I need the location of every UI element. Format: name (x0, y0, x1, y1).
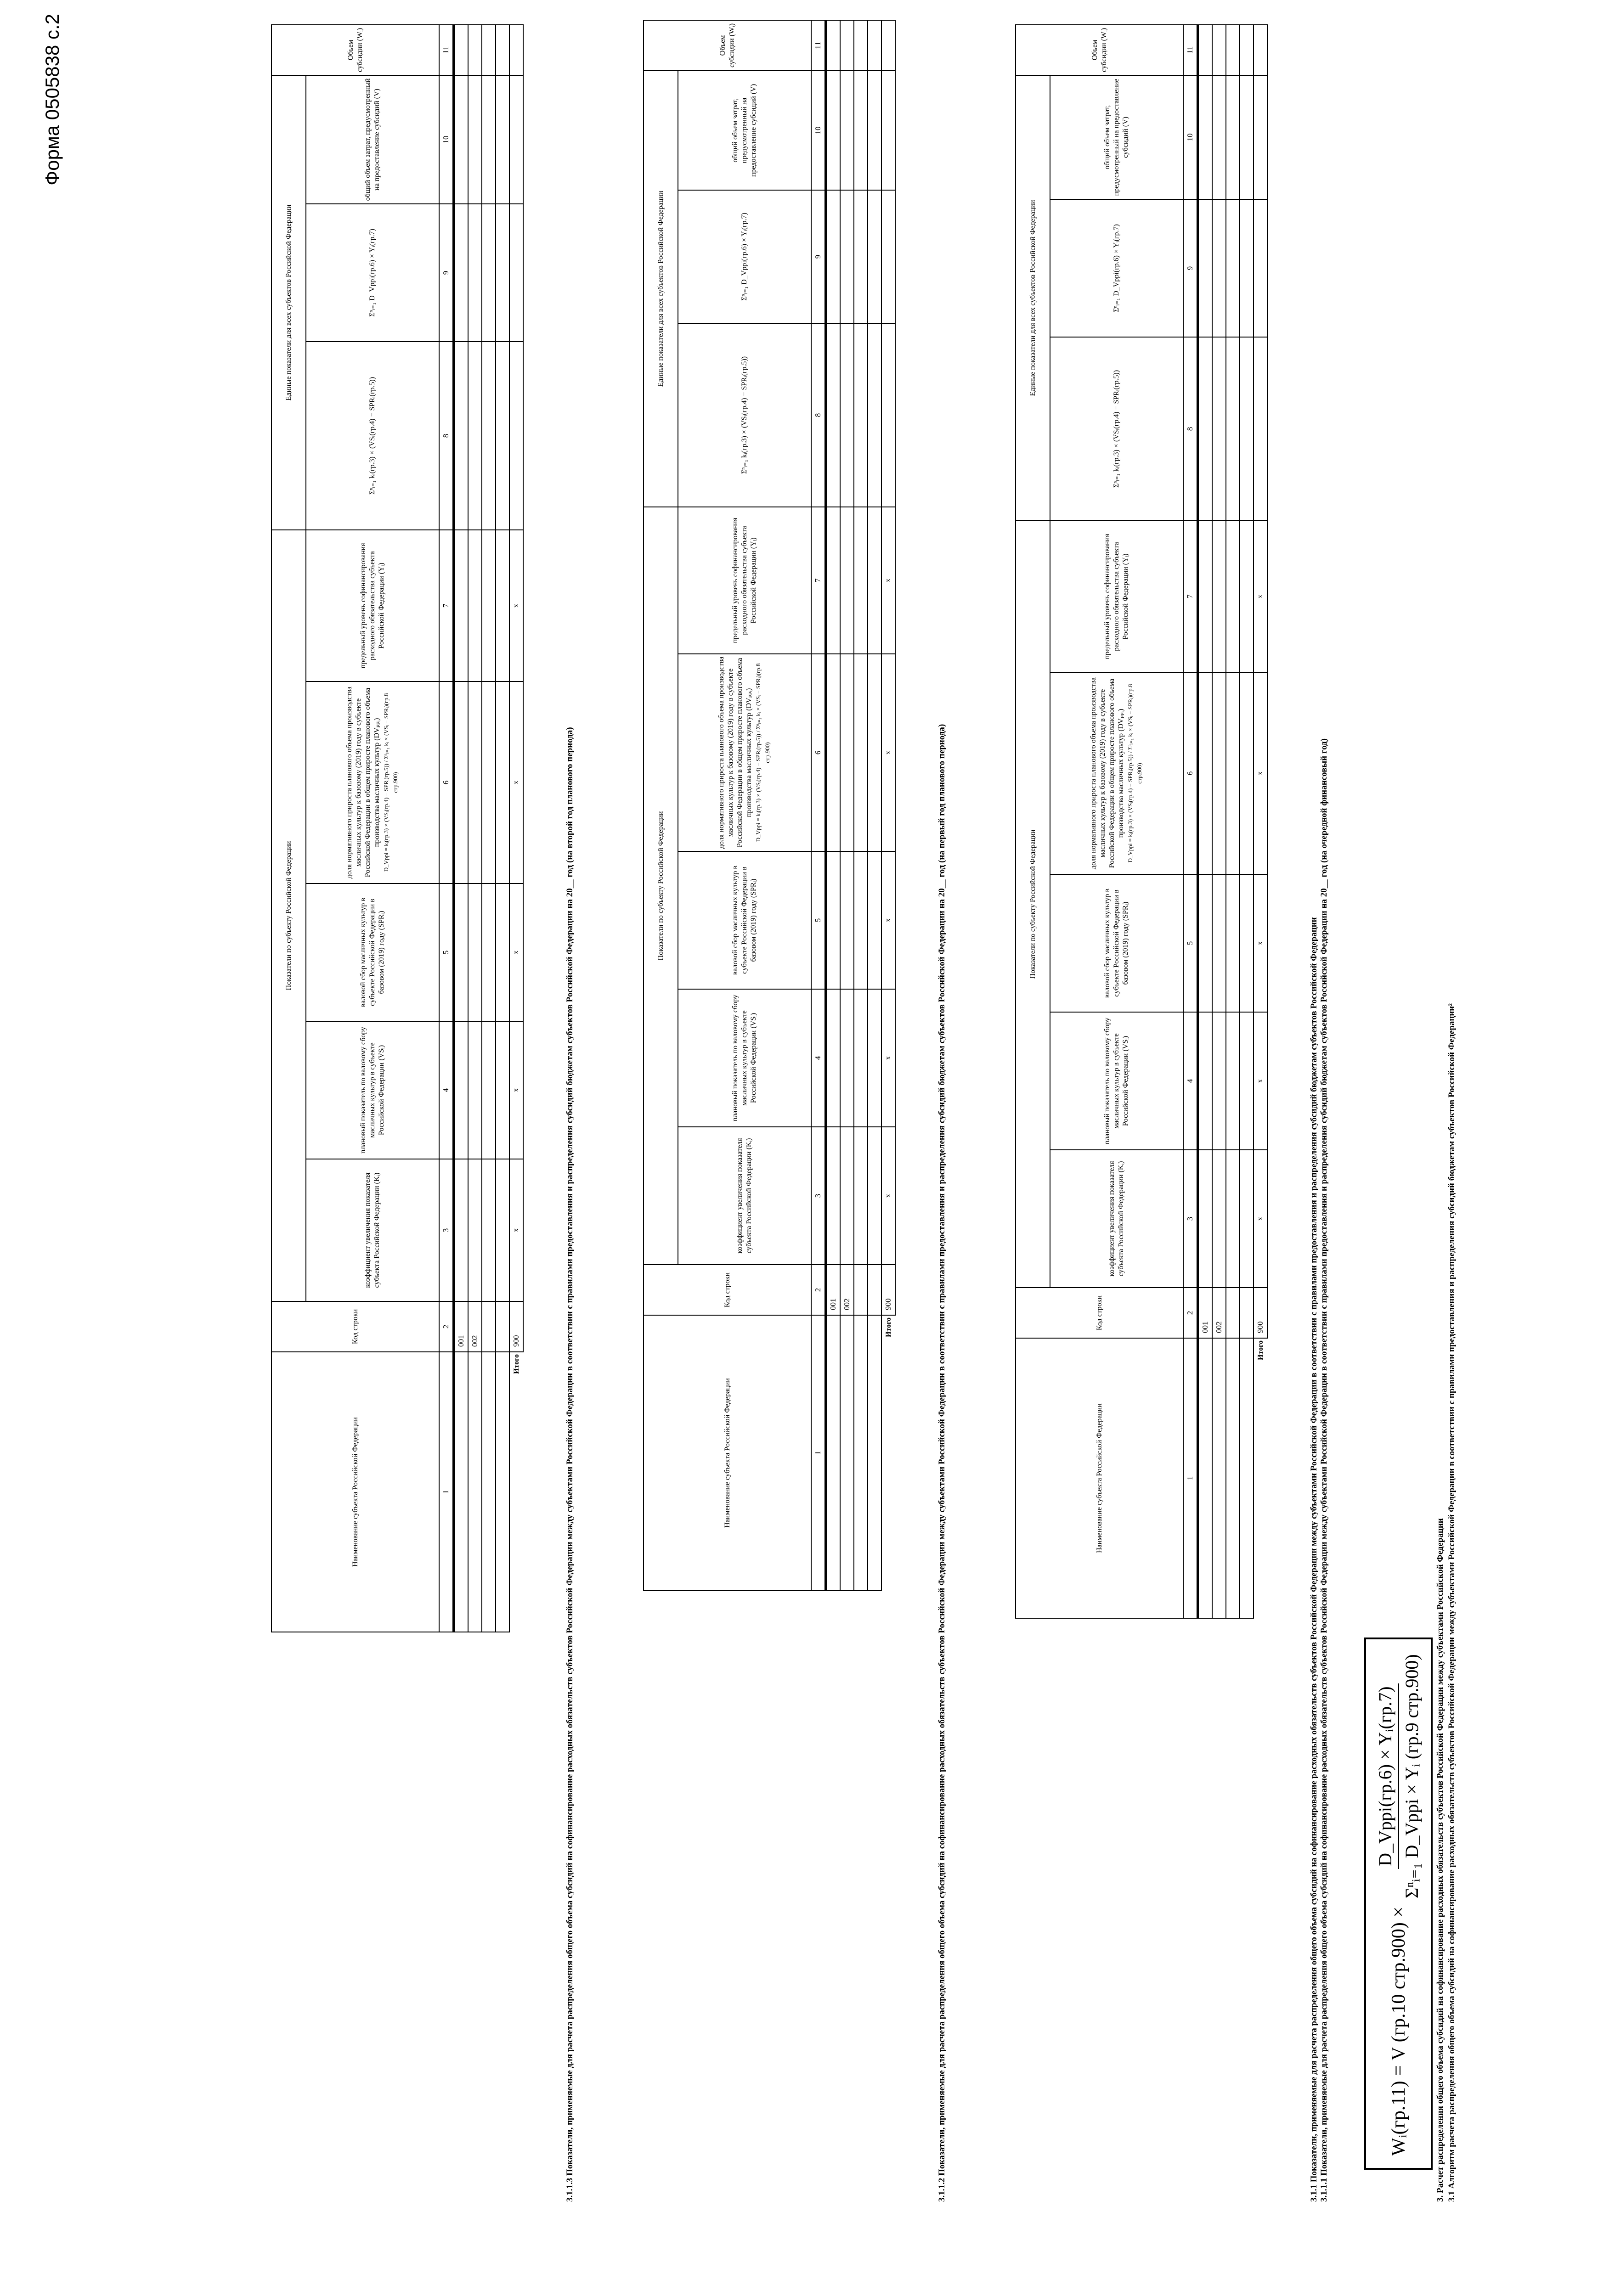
header-group-subject: Показатели по субъекту Российской Федерации (1016, 521, 1050, 1288)
total-row (1254, 25, 1267, 1618)
x-mark: x (1254, 1012, 1267, 1150)
x-mark: x (509, 884, 523, 1021)
col-number: 6 (811, 654, 826, 851)
distribution-formula (1364, 1638, 1433, 2170)
x-mark: x (509, 681, 523, 884)
formula-denominator: Σⁿᵢ₌₁ D_Vppi × Yᵢ (гр.9 стр.900) (1401, 1654, 1422, 1898)
table-row (496, 25, 509, 1632)
header-row-code: Код строки (271, 1301, 439, 1352)
total-label: Итого (884, 1317, 892, 1337)
header-group-common: Единые показатели для всех субъектов Российской Федерации (271, 75, 306, 530)
header-col-6 (678, 654, 811, 851)
x-mark: x (1254, 874, 1267, 1012)
x-mark: x (881, 851, 895, 989)
x-mark: x (1254, 521, 1267, 672)
form-number: Форма 0505838 с.2 (41, 14, 63, 186)
heading-section-3-1-1-2: 3.1.1.2 Показатели, применяемые для расчета распределения общего объема субсидий на софинансирование расходных обязательств субъектов Российской Федерации между субъектами Российской Федерации в соответствии с правилами предоставления и распределения субсидий бюджетам субъектов Российской Федерации на 20__ год (на первый год планового периода) (937, 724, 947, 2202)
header-col-11: Объем субсидии (Wᵢ) (271, 25, 439, 75)
col-number: 10 (811, 71, 826, 190)
row-code: 001 (1198, 1288, 1213, 1338)
col-number: 7 (811, 507, 826, 654)
total-label: Итого (512, 1354, 520, 1374)
header-group-subject: Показатели по субъекту Российской Федерации (271, 530, 306, 1301)
header-group-common: Единые показатели для всех субъектов Российской Федерации (1016, 75, 1050, 521)
table-row (468, 25, 482, 1632)
col-6-formula: D_Vppi = kᵢ(гр.3) × (VSᵢ(гр.4) − SPRᵢ(гр.5)) / Σⁿᵢ₌₁ kᵢ × (VSᵢ − SPRᵢ)(гр.8 стр.900) (755, 663, 771, 842)
header-col-5: валовой сбор масличных культур в субъекте Российской Федерации в базовом (2019) году (SPRᵢ) (678, 851, 811, 989)
col-number: 6 (1183, 672, 1198, 874)
col-number: 6 (439, 681, 454, 884)
header-col-10: общий объем затрат, предусмотренный на предоставление субсидий (V) (678, 71, 811, 190)
formula-lhs: Wᵢ(гр.11) = V (гр.10 стр.900) × (1388, 1906, 1409, 2156)
col-number: 3 (1183, 1150, 1198, 1288)
col-number: 10 (439, 75, 454, 204)
x-mark: x (1254, 672, 1267, 874)
header-subject-name: Наименование субъекта Российской Федерации (644, 1315, 811, 1591)
col-number: 2 (811, 1265, 826, 1315)
header-col-9: Σⁿᵢ₌₁ D_Vppi(гр.6) × Yᵢ(гр.7) (1050, 199, 1183, 337)
row-code: 002 (840, 1265, 854, 1315)
indicators-table-1 (1015, 24, 1268, 1619)
x-mark: x (509, 530, 523, 681)
header-col-8: Σⁿᵢ₌₁ kᵢ(гр.3) × (VSᵢ(гр.4) − SPRᵢ(гр.5)) (678, 323, 811, 507)
row-code: 001 (826, 1265, 841, 1315)
total-label: Итого (1256, 1340, 1265, 1360)
col-6-text: доля нормативного прироста планового объема производства масличных культур к базовому (2019) году в субъекте Российской Федерации в общем приросте планового объема производства масличных культур (DVₚₚᵢ) (717, 656, 753, 849)
col-number: 7 (1183, 521, 1198, 672)
formula-numerator: D_Vppi(гр.6) × Yᵢ(гр.7) (1374, 1683, 1399, 1868)
header-col-10: общий объем затрат, предусмотренный на предоставление субсидий (V) (1050, 75, 1183, 199)
header-col-8: Σⁿᵢ₌₁ kᵢ(гр.3) × (VSᵢ(гр.4) − SPRᵢ(гр.5)) (306, 342, 439, 530)
col-number: 11 (811, 20, 826, 71)
indicators-table-2 (643, 20, 896, 1591)
header-col-8: Σⁿᵢ₌₁ kᵢ(гр.3) × (VSᵢ(гр.4) − SPRᵢ(гр.5)) (1050, 337, 1183, 521)
table-row (840, 20, 854, 1591)
x-mark: x (881, 1127, 895, 1265)
header-col-5: валовой сбор масличных культур в субъекте Российской Федерации в базовом (2019) году (SPRᵢ) (1050, 874, 1183, 1012)
col-number: 3 (811, 1127, 826, 1265)
formula-fraction (1374, 1651, 1423, 1901)
header-col-3: коэффициент увеличения показателя субъекта Российской Федерации (Kᵢ) (1050, 1150, 1183, 1288)
col-number: 10 (1183, 75, 1198, 199)
header-col-4: плановый показатель по валовому сбору масличных культур в субъекте Российской Федерации (VSᵢ) (678, 989, 811, 1127)
col-number: 8 (439, 342, 454, 530)
total-code: 900 (1254, 1288, 1267, 1338)
heading-section-3-1-1: 3.1.1 Показатели, применяемые для расчета распределения общего объема субсидий на софинансирование расходных обязательств субъектов Российской Федерации между субъектами Российской Федерации в соответствии с правилами предоставления и распределения субсидий бюджетам субъектов Российской Федерации (1309, 917, 1319, 2202)
col-6-text: доля нормативного прироста планового объема производства масличных культур к базовому (2019) году в субъекте Российской Федерации в общем приросте планового объема производства масличных культур (DVₚₚᵢ) (345, 686, 381, 879)
col-number: 4 (1183, 1012, 1198, 1150)
col-number: 8 (811, 323, 826, 507)
header-subject-name: Наименование субъекта Российской Федерации (271, 1352, 439, 1632)
table-row (1226, 25, 1240, 1618)
header-subject-name: Наименование субъекта Российской Федерации (1016, 1338, 1183, 1618)
header-group-common: Единые показатели для всех субъектов Российской Федерации (644, 71, 678, 507)
col-number: 1 (811, 1315, 826, 1591)
header-col-11: Объем субсидии (Wᵢ) (644, 20, 811, 71)
col-number: 5 (1183, 874, 1198, 1012)
header-col-9: Σⁿᵢ₌₁ D_Vppi(гр.6) × Yᵢ(гр.7) (306, 204, 439, 342)
table-row (454, 25, 469, 1632)
header-col-10: общий объем затрат, предусмотренный на предоставление субсидий (V) (306, 75, 439, 204)
x-mark: x (1254, 1150, 1267, 1288)
heading-section-3-1-1-1: 3.1.1.1 Показатели, применяемые для расчета распределения общего объема субсидий на софинансирование расходных обязательств субъектов Российской Федерации между субъектами Российской Федерации в соответствии с правилами предоставления и распределения субсидий бюджетам субъектов Российской Федерации на 20__ год (на очередной финансовый год) (1319, 738, 1329, 2202)
header-col-4: плановый показатель по валовому сбору масличных культур в субъекте Российской Федерации (VSᵢ) (1050, 1012, 1183, 1150)
header-col-7: предельный уровень софинансирования расходного обязательства субъекта Российской Федерации (Yᵢ) (678, 507, 811, 654)
header-col-9: Σⁿᵢ₌₁ D_Vppi(гр.6) × Yᵢ(гр.7) (678, 190, 811, 323)
col-number: 4 (811, 989, 826, 1127)
header-row-code: Код строки (644, 1265, 811, 1315)
col-number: 4 (439, 1021, 454, 1159)
header-col-3: коэффициент увеличения показателя субъекта Российской Федерации (Kᵢ) (678, 1127, 811, 1265)
x-mark: x (881, 989, 895, 1127)
row-code: 001 (454, 1301, 469, 1352)
header-col-6 (306, 681, 439, 884)
col-number: 9 (439, 204, 454, 342)
table-row (1198, 25, 1213, 1618)
row-code: 002 (1212, 1288, 1226, 1338)
col-number: 9 (1183, 199, 1198, 337)
heading-section-3-1: 3.1 Алгоритм расчета распределения общего объема субсидий на софинансирование расходных обязательств субъектов Российской Федерации между субъектами Российской Федерации в соответствии с правилами предоставления и распределения субсидий бюджетам субъектов Российской Федерации² (1447, 1003, 1457, 2202)
header-col-4: плановый показатель по валовому сбору масличных культур в субъекте Российской Федерации (VSᵢ) (306, 1021, 439, 1159)
col-number: 11 (439, 25, 454, 75)
col-6-formula: D_Vppi = kᵢ(гр.3) × (VSᵢ(гр.4) − SPRᵢ(гр.5)) / Σⁿᵢ₌₁ kᵢ × (VSᵢ − SPRᵢ)(гр.8 стр.900) (383, 693, 399, 872)
heading-section-3: 3. Расчет распределения общего объема субсидий на софинансирование расходных обязательств субъектов Российской Федерации между субъектами Российской Федерации (1435, 1518, 1445, 2202)
col-number: 8 (1183, 337, 1198, 521)
header-col-7: предельный уровень софинансирования расходного обязательства субъекта Российской Федерации (Yᵢ) (1050, 521, 1183, 672)
table-row (482, 25, 496, 1632)
header-col-6 (1050, 672, 1183, 874)
total-row (881, 20, 895, 1591)
col-number: 5 (439, 884, 454, 1021)
col-number: 7 (439, 530, 454, 681)
header-col-3: коэффициент увеличения показателя субъекта Российской Федерации (Kᵢ) (306, 1159, 439, 1301)
indicators-table-3 (271, 24, 524, 1632)
col-number: 1 (439, 1352, 454, 1632)
table-row (868, 20, 881, 1591)
col-number: 2 (439, 1301, 454, 1352)
row-code: 002 (468, 1301, 482, 1352)
header-col-5: валовой сбор масличных культур в субъекте Российской Федерации в базовом (2019) году (SPRᵢ) (306, 884, 439, 1021)
col-6-text: доля нормативного прироста планового объема производства масличных культур к базовому (2019) году в субъекте Российской Федерации в общем приросте планового объема производства масличных культур (DVₚₚᵢ) (1090, 677, 1125, 870)
x-mark: x (881, 654, 895, 851)
header-col-11: Объем субсидии (Wᵢ) (1016, 25, 1183, 75)
col-number: 9 (811, 190, 826, 323)
col-number: 11 (1183, 25, 1198, 75)
col-number: 2 (1183, 1288, 1198, 1338)
x-mark: x (509, 1159, 523, 1301)
col-number: 1 (1183, 1338, 1198, 1618)
col-6-formula: D_Vppi = kᵢ(гр.3) × (VSᵢ(гр.4) − SPRᵢ(гр.5)) / Σⁿᵢ₌₁ kᵢ × (VSᵢ − SPRᵢ)(гр.8 стр.900) (1127, 684, 1143, 863)
table-row (1212, 25, 1226, 1618)
table-row (1240, 25, 1254, 1618)
total-code: 900 (881, 1265, 895, 1315)
header-col-7: предельный уровень софинансирования расходного обязательства субъекта Российской Федерации (Yᵢ) (306, 530, 439, 681)
header-group-subject: Показатели по субъекту Российской Федерации (644, 507, 678, 1265)
x-mark: x (509, 1021, 523, 1159)
header-row-code: Код строки (1016, 1288, 1183, 1338)
table-row (826, 20, 841, 1591)
col-number: 3 (439, 1159, 454, 1301)
total-row (509, 25, 523, 1632)
heading-section-3-1-1-3: 3.1.1.3 Показатели, применяемые для расчета распределения общего объема субсидий на софинансирование расходных обязательств субъектов Российской Федерации между субъектами Российской Федерации в соответствии с правилами предоставления и распределения субсидий бюджетам субъектов Российской Федерации на 20__ год (на второй год планового периода) (565, 727, 575, 2202)
table-row (854, 20, 868, 1591)
x-mark: x (881, 507, 895, 654)
total-code: 900 (509, 1301, 523, 1352)
col-number: 5 (811, 851, 826, 989)
